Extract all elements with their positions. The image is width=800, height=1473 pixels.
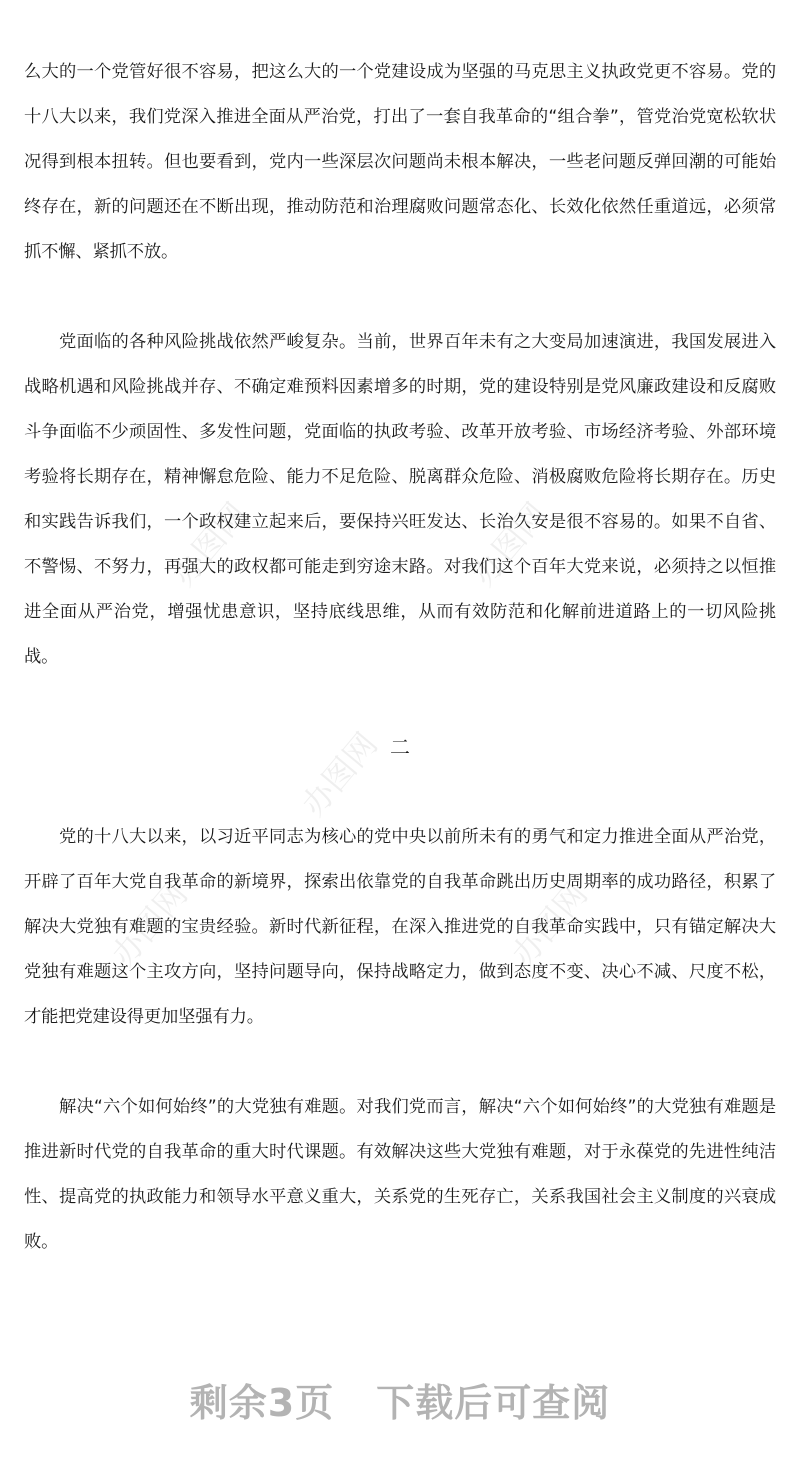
download-banner[interactable] — [0, 1372, 800, 1427]
remaining-pages-label: 剩余3页 — [189, 1381, 335, 1425]
section-number: 二 — [390, 735, 410, 759]
watermark: 办图网 — [164, 495, 255, 594]
watermark: 办图网 — [504, 875, 595, 974]
watermark: 办图网 — [464, 495, 555, 594]
paragraph-spacer — [24, 275, 776, 320]
document-body — [24, 50, 776, 1265]
paragraph-spacer — [24, 1040, 776, 1085]
paragraph: 解决“六个如何始终”的大党独有难题。对我们党而言，解决“六个如何始终”的大党独有难题是推进新时代党的自我革命的重大时代课题。有效解决这些大党独有难题，对于永葆党的先进性纯洁性、提高党的执政能力和领导水平意义重大，关系党的生死存亡，关系我国社会主义制度的兴衰成败。 — [24, 1097, 776, 1252]
paragraph-spacer — [24, 770, 776, 815]
paragraph-spacer — [24, 680, 776, 725]
paragraph: 党面临的各种风险挑战依然严峻复杂。当前，世界百年未有之大变局加速演进，我国发展进入战略机遇和风险挑战并存、不确定难预料因素增多的时期，党的建设特别是党风廉政建设和反腐败斗争面临不少顽固性、多发性问题，党面临的执政考验、改革开放考验、市场经济考验、外部环境考验将长期存在，精神懈怠危险、能力不足危险、脱离群众危险、消极腐败危险将长期存在。历史和实践告诉我们，一个政权建立起来后，要保持兴旺发达、长治久安是很不容易的。如果不自省、不警惕、不努力，再强大的政权都可能走到穷途末路。对我们这个百年大党来说，必须持之以恒推进全面从严治党，增强忧患意识，坚持底线思维，从而有效防范和化解前进道路上的一切风险挑战。 — [24, 332, 776, 667]
watermark: 办图网 — [294, 725, 385, 824]
watermark: 办图网 — [104, 875, 195, 974]
download-hint-label: 下载后可查阅 — [376, 1381, 611, 1425]
paragraph: 党的十八大以来，以习近平同志为核心的党中央以前所未有的勇气和定力推进全面从严治党，开辟了百年大党自我革命的新境界，探索出依靠党的自我革命跳出历史周期率的成功路径，积累了解决大党独有难题的宝贵经验。新时代新征程，在深入推进党的自我革命实践中，只有锚定解决大党独有难题这个主攻方向，坚持问题导向，保持战略定力，做到态度不变、决心不减、尺度不松，才能把党建设得更加坚强有力。 — [24, 827, 776, 1027]
paragraph: 么大的一个党管好很不容易，把这么大的一个党建设成为坚强的马克思主义执政党更不容易。党的十八大以来，我们党深入推进全面从严治党，打出了一套自我革命的“组合拳”，管党治党宽松软状况得到根本扭转。但也要看到，党内一些深层次问题尚未根本解决，一些老问题反弹回潮的可能始终存在，新的问题还在不断出现，推动防范和治理腐败问题常态化、长效化依然任重道远，必须常抓不懈、紧抓不放。 — [24, 62, 776, 262]
